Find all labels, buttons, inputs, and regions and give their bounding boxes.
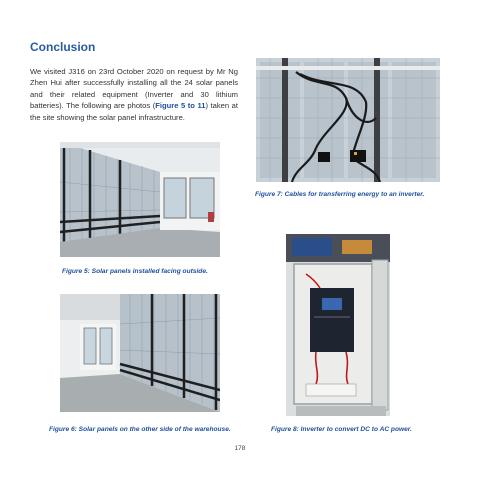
figure-5-caption: Figure 5: Solar panels installed facing outside. — [62, 268, 208, 275]
figure-8-photo — [286, 234, 390, 416]
intro-paragraph — [30, 66, 238, 123]
inverter-image — [286, 234, 390, 416]
cables-image — [256, 58, 440, 182]
solar-panels-warehouse-image — [60, 294, 220, 412]
figure-7-photo — [256, 58, 440, 182]
figure-5-photo — [60, 142, 220, 257]
figure-6-photo — [60, 294, 220, 412]
intro-text-2: ) taken at the site showing the solar panel infrastructure. — [30, 101, 238, 122]
section-heading: Conclusion — [30, 40, 96, 54]
figure-8-caption: Figure 8: Inverter to convert DC to AC power. — [271, 426, 412, 433]
solar-panels-outside-image — [60, 142, 220, 257]
figure-6-caption: Figure 6: Solar panels on the other side of the warehouse. — [49, 426, 231, 433]
intro-text-1: We visited J316 on 23rd October 2020 on request by Mr Ng Zhen Hui after successfully installing all the 24 solar panels and their related equipment (Inverter and 30 lithium batteries). The following are photos ( — [30, 67, 238, 111]
figure-7-caption: Figure 7: Cables for transferring energy to an inverter. — [255, 191, 425, 198]
page-number: 178 — [234, 445, 246, 452]
intro-figure-ref: Figure 5 to 11 — [155, 101, 206, 111]
